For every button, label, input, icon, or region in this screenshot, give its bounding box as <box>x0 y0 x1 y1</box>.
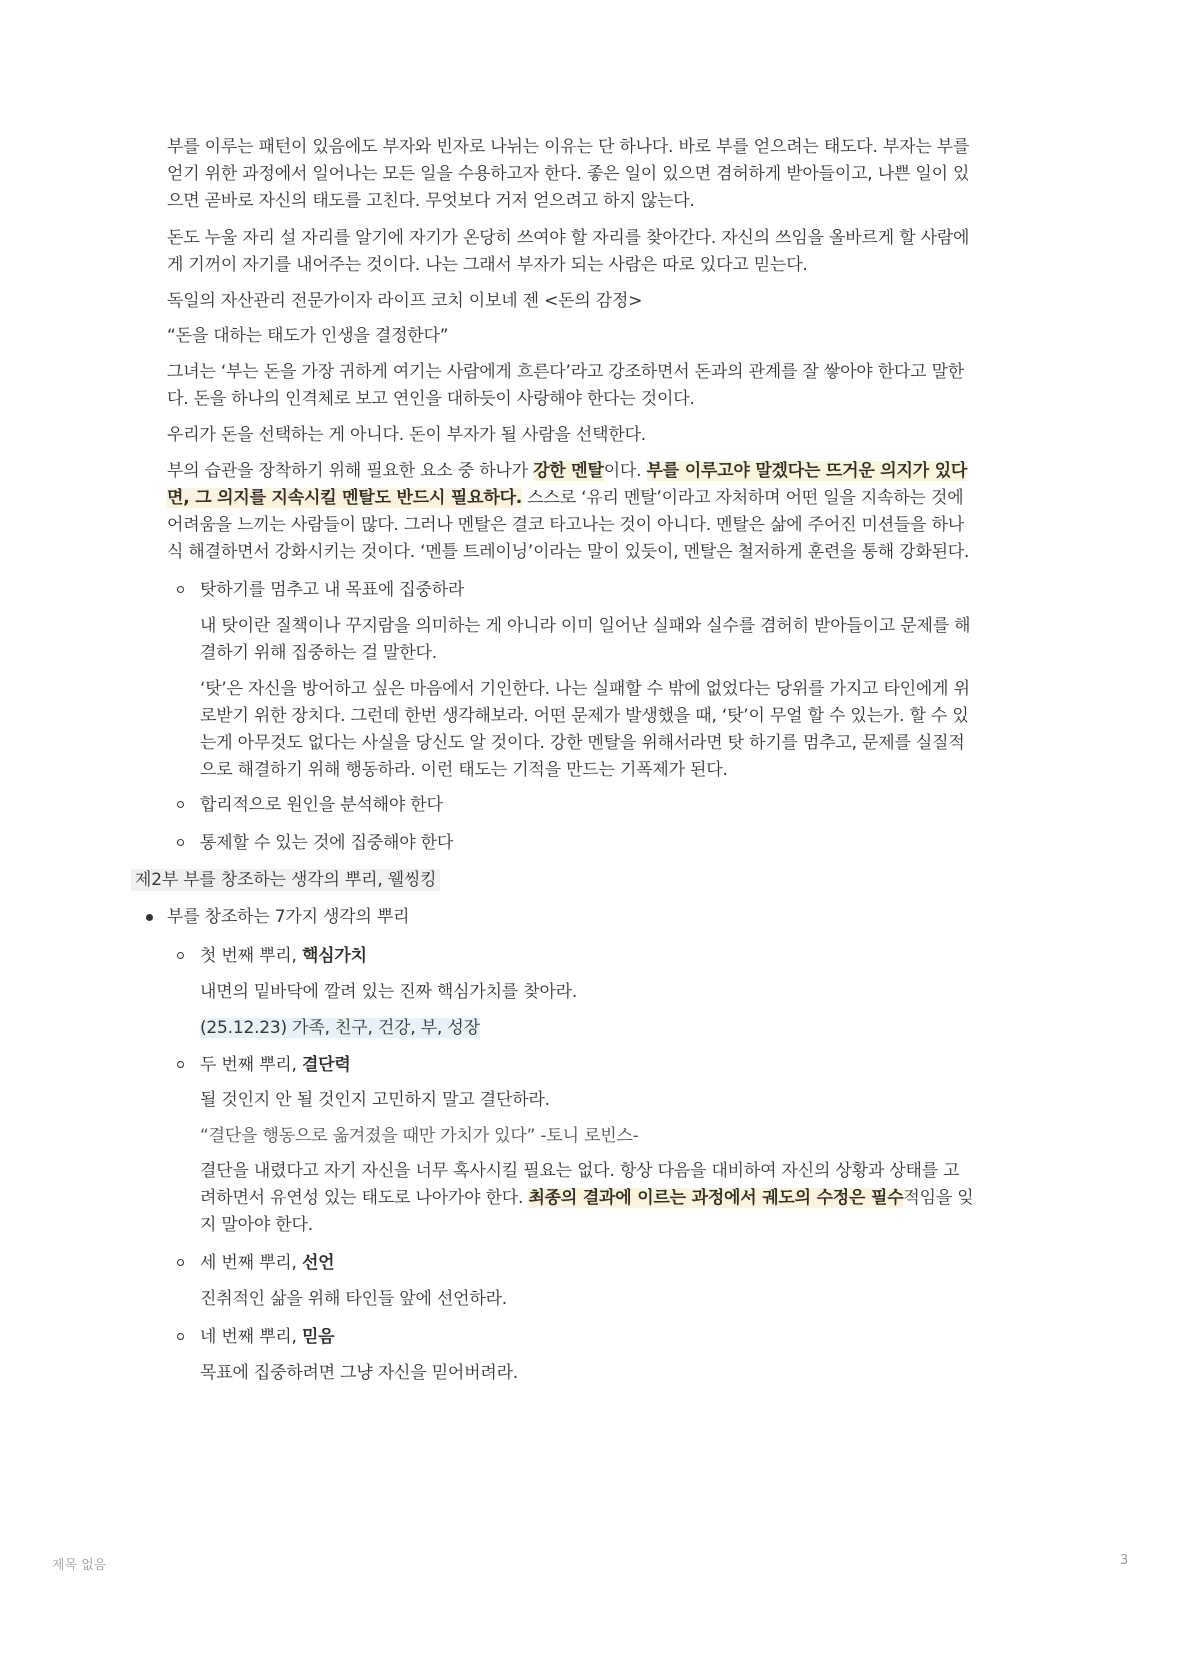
text-run: 부의 습관을 장착하기 위해 필요한 요소 중 하나가 <box>167 461 534 481</box>
paragraph-line: 될 것인지 안 될 것인지 고민하지 말고 결단하라. <box>200 1090 550 1110</box>
paragraph-line: 으로 해결하기 위해 행동하라. 이런 태도는 기적을 만드는 기폭제가 된다. <box>200 760 728 780</box>
list-item-title: 합리적으로 원인을 분석해야 한다 <box>200 795 443 815</box>
text-run: 스스로 ‘유리 멘탈’이라고 자처하며 어떤 일을 지속하는 것에 <box>522 488 964 508</box>
paragraph-line: 다. 돈을 하나의 인격체로 보고 연인을 대하듯이 사랑해야 한다는 것이다. <box>167 389 695 409</box>
bold-term: 핵심가치 <box>301 946 367 966</box>
text-run: 이다. <box>603 461 647 481</box>
bold-term: 선언 <box>301 1253 335 1273</box>
paragraph-line: 돈도 누울 자리 설 자리를 알기에 자기가 온당히 쓰여야 할 자리를 찾아간다. 자신의 쓰임을 올바르게 할 사람에 <box>167 228 970 248</box>
hollow-bullet-icon <box>177 952 184 959</box>
bold-term: 결단력 <box>301 1055 351 1075</box>
solid-bullet-icon <box>146 914 153 921</box>
bold-term: 믿음 <box>301 1327 335 1347</box>
paragraph-line: 우리가 돈을 선택하는 게 아니다. 돈이 부자가 될 사람을 선택한다. <box>167 425 647 445</box>
paragraph-line: 진취적인 삶을 위해 타인들 앞에 선언하라. <box>200 1289 507 1309</box>
paragraph-line: 게 기꺼이 자기를 내어주는 것이다. 나는 그래서 부자가 되는 사람은 따로 있다고 믿는다. <box>167 255 808 275</box>
list-item-title: 부를 창조하는 7가지 생각의 뿌리 <box>167 907 410 927</box>
section-heading: 제2부 부를 창조하는 생각의 뿌리, 웰씽킹 <box>131 869 440 891</box>
list-item-title: 통제할 수 있는 것에 집중해야 한다 <box>200 833 454 853</box>
text-run: 려하면서 유연성 있는 태도로 나아가야 한다. <box>200 1188 529 1208</box>
paragraph-line: 독일의 자산관리 전문가이자 라이프 코치 이보네 젠 <돈의 감정> <box>167 291 643 311</box>
text-run: 세 번째 뿌리, <box>200 1253 302 1273</box>
hollow-bullet-icon <box>177 1259 184 1266</box>
paragraph-line: 지 말아야 한다. <box>200 1215 313 1235</box>
paragraph-line: 목표에 집중하려면 그냥 자신을 믿어버려라. <box>200 1363 519 1383</box>
hollow-bullet-icon <box>177 839 184 846</box>
paragraph-line: 로받기 위한 장치다. 그런데 한번 생각해보라. 어떤 문제가 발생했을 때, ‘탓’이 무얼 할 수 있는가. 할 수 있 <box>200 706 969 726</box>
highlight-bold: 면, 그 의지를 지속시킬 멘탈도 반드시 필요하다. <box>167 488 523 508</box>
highlight-bold: 부를 이루고야 말겠다는 뜨거운 의지가 있다 <box>646 461 968 481</box>
text-run: 두 번째 뿌리, <box>200 1055 302 1075</box>
list-item-title <box>200 1054 351 1076</box>
paragraph-line <box>167 487 963 509</box>
paragraph-line: 으면 곧바로 자신의 태도를 고친다. 무엇보다 거저 얻으려고 하지 않는다. <box>167 191 695 211</box>
paragraph-line: 식 해결하면서 강화시키는 것이다. ‘멘틀 트레이닝’이라는 말이 있듯이, 멘탈은 철저하게 훈련을 통해 강화된다. <box>167 542 970 562</box>
quote-line: “돈을 대하는 태도가 인생을 결정한다” <box>167 326 449 346</box>
text-run: 첫 번째 뿌리, <box>200 946 302 966</box>
text-run: 네 번째 뿌리, <box>200 1327 302 1347</box>
paragraph-line: ‘탓’은 자신을 방어하고 싶은 마음에서 기인한다. 나는 실패할 수 밖에 없었다는 당위를 가지고 타인에게 위 <box>200 679 970 699</box>
paragraph-line: 결단을 내렸다고 자기 자신을 너무 혹사시킬 필요는 없다. 항상 다음을 대비하여 자신의 상황과 상태를 고 <box>200 1161 960 1181</box>
paragraph-line <box>167 460 967 482</box>
footer-title: 제목 없음 <box>52 1558 107 1573</box>
paragraph-line: 얻기 위한 과정에서 일어나는 모든 일을 수용하고자 한다. 좋은 일이 있으면 겸허하게 받아들이고, 나쁜 일이 있 <box>167 164 970 184</box>
hollow-bullet-icon <box>177 1061 184 1068</box>
paragraph-line: 내면의 밑바닥에 깔려 있는 진짜 핵심가치를 찾아라. <box>200 982 578 1002</box>
list-item-title <box>200 1252 334 1274</box>
highlight-text: (25.12.23) 가족, 친구, 건강, 부, 성장 <box>200 1018 480 1038</box>
list-item-title <box>200 1326 334 1348</box>
quote-line: “결단을 행동으로 옮겨졌을 때만 가치가 있다” -토니 로빈스- <box>200 1126 639 1146</box>
highlight-bold: 강한 멘탈 <box>533 461 604 481</box>
page-number: 3 <box>1120 1553 1129 1568</box>
list-item-title <box>200 945 367 967</box>
paragraph-line: 내 탓이란 질책이나 꾸지람을 의미하는 게 아니라 이미 일어난 실패와 실수를 겸허히 받아들이고 문제를 해 <box>200 616 971 636</box>
hollow-bullet-icon <box>177 801 184 808</box>
highlight-bold: 최종의 결과에 이르는 과정에서 궤도의 수정은 필수 <box>528 1188 904 1208</box>
text-run: 적임을 잊 <box>903 1188 974 1208</box>
hollow-bullet-icon <box>177 1333 184 1340</box>
paragraph-line <box>200 1017 480 1039</box>
paragraph-line: 그녀는 ‘부는 돈을 가장 귀하게 여기는 사람에게 흐른다’라고 강조하면서 돈과의 관계를 잘 쌓아야 한다고 말한 <box>167 362 965 382</box>
hollow-bullet-icon <box>177 586 184 593</box>
paragraph-line: 부를 이루는 패턴이 있음에도 부자와 빈자로 나뉘는 이유는 단 하나다. 바로 부를 얻으려는 태도다. 부자는 부를 <box>167 137 970 157</box>
paragraph-line: 는게 아무것도 없다는 사실을 당신도 알 것이다. 강한 멘탈을 위해서라면 탓 하기를 멈추고, 문제를 실질적 <box>200 733 965 753</box>
paragraph-line: 결하기 위해 집중하는 걸 말한다. <box>200 643 437 663</box>
paragraph-line: 어려움을 느끼는 사람들이 많다. 그러나 멘탈은 결코 타고나는 것이 아니다. 멘탈은 삶에 주어진 미션들을 하나 <box>167 515 965 535</box>
paragraph-line <box>200 1187 974 1209</box>
list-item-title: 탓하기를 멈추고 내 목표에 집중하라 <box>200 580 465 600</box>
